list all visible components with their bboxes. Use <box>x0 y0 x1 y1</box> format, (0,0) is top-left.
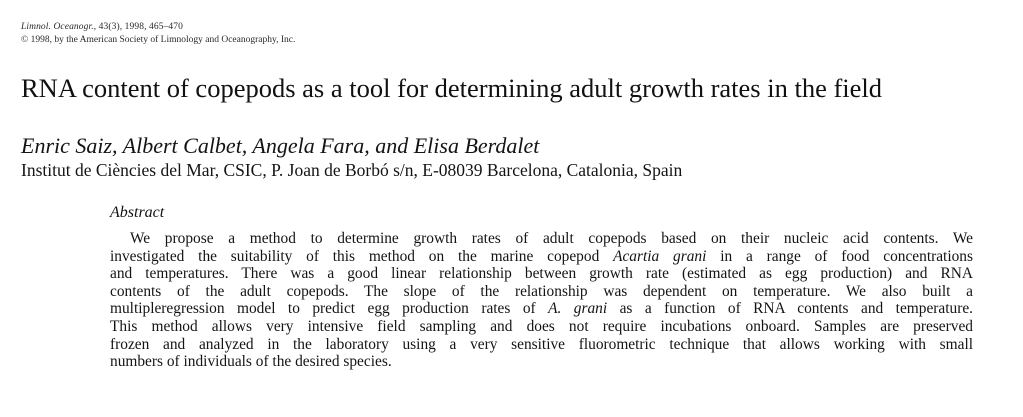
abstract-line: This method allows very intensive field sampling and does not require incubations onboard. Samples are preserved <box>110 317 973 335</box>
abstract-body <box>110 230 973 371</box>
abstract-line: frozen and analyzed in the laboratory using a very sensitive fluorometric technique that allows working with small <box>110 335 973 353</box>
species-name: Acartia grani <box>613 247 707 265</box>
abstract-line: We propose a method to determine growth rates of adult copepods based on their nucleic acid contents. We <box>130 230 973 247</box>
copyright-notice: © 1998, by the American Society of Limnology and Oceanography, Inc. <box>21 35 296 45</box>
abstract-line: and temperatures. There was a good linear relationship between growth rate (estimated as egg production) and RNA <box>110 265 973 283</box>
journal-citation <box>21 21 183 33</box>
journal-volume-pages: , 43(3), 1998, 465–470 <box>93 22 183 32</box>
abstract-line: contents of the adult copepods. The slope of the relationship was dependent on temperature. We also built a <box>110 282 973 300</box>
journal-name: Limnol. Oceanogr. <box>21 22 94 32</box>
author-affiliation: Institut de Ciències del Mar, CSIC, P. Joan de Borbó s/n, E-08039 Barcelona, Catalonia, Spain <box>21 160 683 180</box>
species-name: A. grani <box>548 300 608 318</box>
abstract-line: multipleregression model to predict egg production rates of A. grani as a function of RNA contents and temperature. <box>110 300 974 318</box>
abstract-line: numbers of individuals of the desired species. <box>110 353 392 371</box>
article-title: RNA content of copepods as a tool for determining adult growth rates in the field <box>21 73 883 103</box>
abstract-heading: Abstract <box>110 204 165 221</box>
abstract-line: investigated the suitability of this method on the marine copepod Acartia grani in a range of food concentrations <box>110 247 973 265</box>
author-list: Enric Saiz, Albert Calbet, Angela Fara, and Elisa Berdalet <box>21 133 540 158</box>
